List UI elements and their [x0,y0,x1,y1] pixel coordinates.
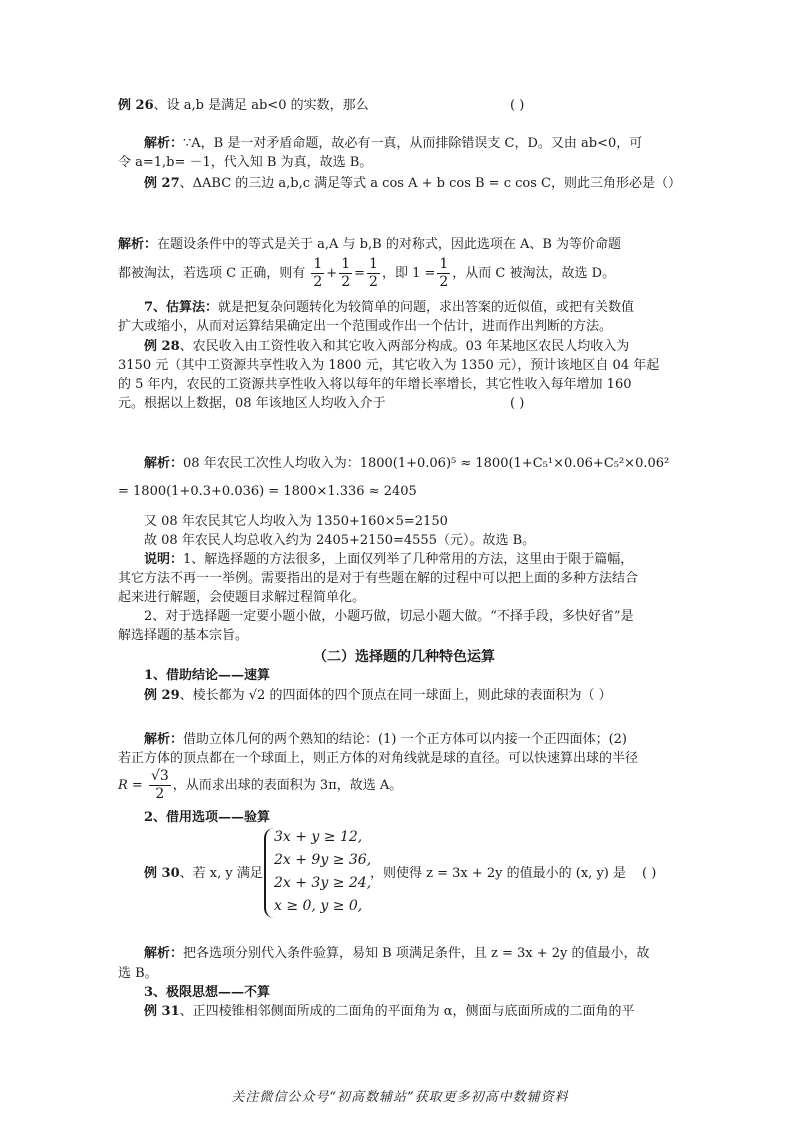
note-label: 说明： [144,552,184,567]
ex30-analysis-2: 选 B。 [118,966,158,981]
answer-bracket: ( ) [642,866,657,881]
ex29-label: 例 29 [144,688,180,703]
fraction: $\frac{1}{2}$ [341,256,351,290]
subheading-2: 2、借用选项——验算 [144,810,271,825]
note-2: 其它方法不再一一举例。需要指出的是对于有些题在解的过程中可以把上面的多种方法结合 [118,571,639,586]
fraction: $\frac{√3}{2}$ [150,768,169,802]
estimation-method-2: 扩大或缩小，从而对运算结果确定出一个范围或作出一个估计，进而作出判断的方法。 [118,319,613,334]
ex26-label: 例 26 [118,98,154,113]
ex29-question: 例 29、棱长都为 √2 的四面体的四个顶点在同一球面上，则此球的表面积为（ ） [118,688,690,704]
ex27-analysis-1: 解析：在题设条件中的等式是关于 a,A 与 b,B 的对称式，因此选项在 A、B 为等价命题 [118,237,622,252]
ex28-text-2: 3150 元（其中工资源共享性收入为 1800 元，其它收入为 1350 元），预计该地区自 04 年起 [118,358,660,373]
ex28-analysis-1: 解析：08 年农民工次性人均收入为：1800(1+0.06)⁵ ≈ 1800(1+C₅¹×0.06+C₅²×0.06² [144,456,670,471]
section-heading: （二）选择题的几种特色运算 [313,649,495,665]
fraction: $\frac{1}{2}$ [439,256,449,290]
section-label: 7、估算法： [144,300,219,315]
inequality-1: 3x + y ≥ 12, [274,829,363,845]
ex30-label: 例 30 [144,866,180,881]
ex29-analysis-2: 若正方体的顶点都在一个球面上，则正方体的对角线就是球的直径。可以快速算出球的半径 [118,751,639,766]
answer-bracket: ( ) [510,396,525,411]
ex30-analysis-1: 解析：把各选项分别代入条件验算，易知 B 项满足条件，且 z = 3x + 2y 的值最小，故 [144,946,650,961]
ex27-analysis-2: 都被淘汰，若选项 C 正确，则有 $\frac{1}{2}$ + $\frac{1}{2}$ = $\frac{1}{2}$ ，即 1 = $\frac{1}{2}$ ，从而 C 被淘汰，故选 D。 [118,256,616,290]
ex29-analysis-1: 解析：借助立体几何的两个熟知的结论：(1) 一个正方体可以内接一个正四面体；(2) [144,732,627,747]
ex28-text-4: 元。根据以上数据，08 年该地区人均收入介于 ( ) [118,396,525,411]
answer-bracket: ( ) [510,98,525,113]
ex28-analysis-4: 故 08 年农民人均总收入约为 2405+2150=4555（元）。故选 B。 [144,533,536,548]
ex26-analysis-1: 解析：∵A，B 是一对矛盾命题，故必有一真，从而排除错误支 C，D。又由 ab<0，可 [144,136,643,151]
ex26-analysis-2: 令 a=1,b= －1，代入知 B 为真，故选 B。 [118,155,373,170]
estimation-method: 7、估算法：就是把复杂问题转化为较简单的问题，求出答案的近似值，或把有关数值 [118,300,690,316]
ex27-label: 例 27 [144,176,180,191]
ex28-label: 例 28 [144,339,180,354]
ex26-question: 例 26、设 a,b 是满足 ab<0 的实数，那么 ( ) [118,98,525,113]
ex28-text-1: 例 28、农民收入由工资性收入和其它收入两部分构成。03 年某地区农民人均收入为 [118,339,690,355]
subheading-1: 1、借助结论——速算 [144,668,271,683]
fraction: $\frac{1}{2}$ [313,256,323,290]
ex30-question: 例 30、若 x, y 满足 [118,866,690,882]
ex28-analysis-2: = 1800(1+0.3+0.036) = 1800×1.336 ≈ 2405 [118,484,417,499]
note-1: 说明：1、解选择题的方法很多，上面仅列举了几种常用的方法，这里由于限于篇幅， [118,552,690,568]
note-3: 起来进行解题，会使题目求解过程简单化。 [118,590,366,605]
note-5: 解选择题的基本宗旨。 [118,628,249,643]
ex27-question: 例 27、ΔABC 的三边 a,b,c 满足等式 a cos A + b cos B = c cos C，则此三角形必是（） [118,176,690,192]
subheading-3: 3、极限思想——不算 [144,985,271,1000]
inequality-4: x ≥ 0, y ≥ 0, [274,898,363,914]
ex28-text-3: 的 5 年内，农民的工资源共享性收入将以每年的年增长率增长，其它性收入每年增加 160 [118,377,632,392]
system-brace [264,828,274,918]
ex31-question: 例 31、正四棱锥相邻侧面所成的二面角的平面角为 α，侧面与底面所成的二面角的平 [118,1004,690,1020]
inequality-3: 2x + 3y ≥ 24, [274,875,372,891]
inequality-2: 2x + 9y ≥ 36, [274,852,372,868]
ex28-analysis-3: 又 08 年农民其它人均收入为 1350+160×5=2150 [144,514,448,529]
footer-note: 关注微信公众号“初高数辅站”获取更多初高中数辅资料 [231,1090,569,1105]
note-4: 2、对于选择题一定要小题小做，小题巧做，切忌小题大做。“不择手段，多快好省”是 [144,609,634,624]
fraction: $\frac{1}{2}$ [369,256,378,290]
ex29-analysis-3: R = $\frac{√3}{2}$ ，从而求出球的表面积为 3π，故选 A。 [118,768,403,802]
ex30-tail: ，则使得 z = 3x + 2y 的值最小的 (x, y) 是 ( ) [370,866,657,881]
ex31-label: 例 31 [144,1004,180,1019]
